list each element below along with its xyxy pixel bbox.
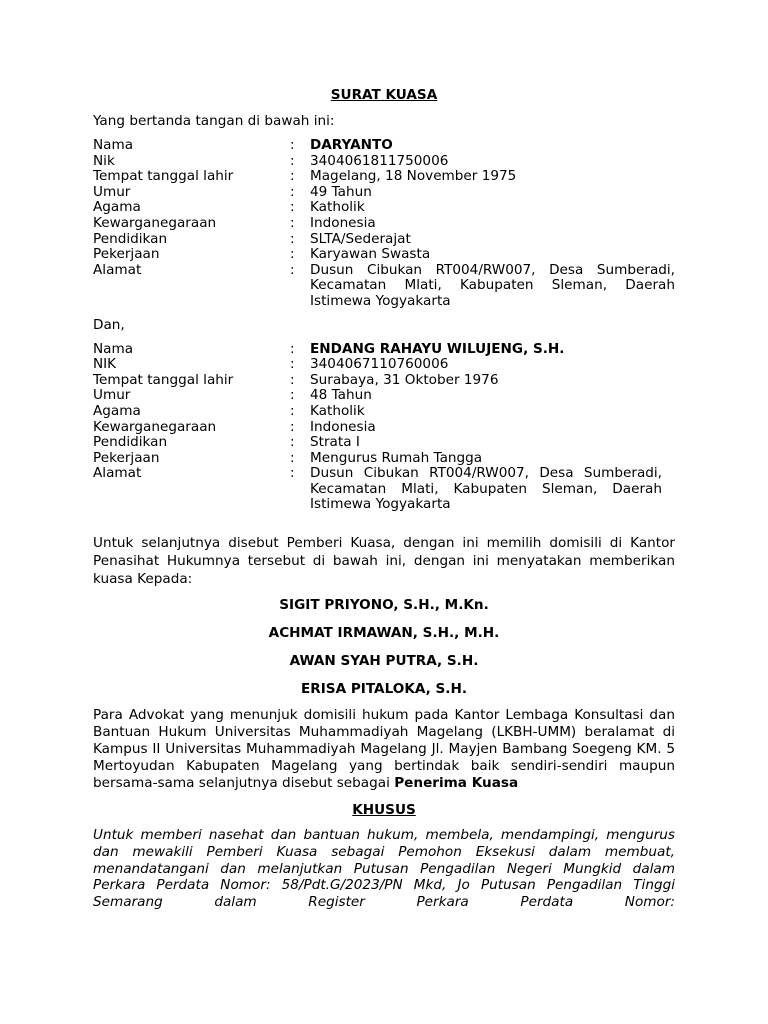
- person1-pendidikan-row: [93, 232, 675, 248]
- penerima-kuasa-term: Penerima Kuasa: [394, 774, 519, 791]
- person2-kewarganegaraan-value: Indonesia: [310, 418, 376, 435]
- field-colon: :: [290, 449, 295, 466]
- person2-kewarganegaraan-row: [93, 420, 662, 436]
- field-label: Pekerjaan: [93, 246, 160, 263]
- person2-ttl-value: Surabaya, 31 Oktober 1976: [310, 371, 499, 388]
- field-colon: :: [290, 356, 295, 373]
- person2-ttl-row: [93, 373, 662, 389]
- intro-text: Yang bertanda tangan di bawah ini:: [93, 113, 335, 129]
- field-colon: :: [290, 387, 295, 404]
- person1-ttl-value: Magelang, 18 November 1975: [310, 168, 517, 185]
- advokat-paragraph: [93, 707, 675, 791]
- advocate-name: AWAN SYAH PUTRA, S.H.: [289, 653, 479, 670]
- field-label: Nama: [93, 340, 134, 357]
- person2-pendidikan-row: [93, 435, 662, 451]
- person2-pendidikan-value: Strata I: [310, 434, 360, 451]
- person1-ttl-row: [93, 169, 675, 185]
- person2-alamat-value: Dusun Cibukan RT004/RW007, Desa Sumberadi, Kecamatan Mlati, Kabupaten Sleman, Daerah Istimewa Yogyakarta: [310, 465, 662, 513]
- field-colon: :: [290, 465, 295, 482]
- person1-kewarganegaraan-row: [93, 216, 675, 232]
- field-label: Alamat: [93, 465, 142, 482]
- field-label: Agama: [93, 199, 141, 216]
- connector-text: Dan,: [93, 316, 125, 333]
- person2-agama-value: Katholik: [310, 402, 365, 419]
- pemberi-kuasa-paragraph: Untuk selanjutnya disebut Pemberi Kuasa, dengan ini memilih domisili di Kantor Penasihat Hukumnya tersebut di bawah ini, dengan ini menyatakan memberikan kuasa Kepada:: [93, 535, 675, 587]
- field-label: Pendidikan: [93, 434, 168, 451]
- person2-nama-value: ENDANG RAHAYU WILUJENG, S.H.: [310, 340, 565, 357]
- field-colon: :: [290, 434, 295, 451]
- person2-umur-value: 48 Tahun: [310, 387, 372, 404]
- field-label: Pendidikan: [93, 230, 168, 247]
- person1-alamat-value: Dusun Cibukan RT004/RW007, Desa Sumberadi, Kecamatan Mlati, Kabupaten Sleman, Daerah Istimewa Yogyakarta: [310, 261, 675, 309]
- person1-agama-row: [93, 200, 675, 216]
- field-label: Kewarganegaraan: [93, 418, 217, 435]
- document-page: [93, 86, 675, 910]
- person1-alamat-row: [93, 263, 675, 310]
- person1-umur-row: [93, 185, 675, 201]
- person2-agama-row: [93, 404, 662, 420]
- advocate-name: SIGIT PRIYONO, S.H., M.Kn.: [279, 597, 489, 614]
- field-colon: :: [290, 340, 295, 357]
- person2-alamat-row: [93, 466, 662, 513]
- person1-pendidikan-value: SLTA/Sederajat: [310, 230, 411, 247]
- khusus-heading: KHUSUS: [352, 802, 416, 819]
- person1-pekerjaan-value: Karyawan Swasta: [310, 246, 431, 263]
- field-label: Umur: [93, 183, 131, 200]
- field-label: Umur: [93, 387, 131, 404]
- field-colon: :: [290, 137, 295, 153]
- person2-identity-table: [93, 342, 662, 514]
- field-colon: :: [290, 183, 295, 200]
- field-colon: :: [290, 371, 295, 388]
- person2-nama-row: [93, 342, 662, 358]
- person1-nama-row: [93, 138, 675, 154]
- person1-kewarganegaraan-value: Indonesia: [310, 214, 376, 231]
- field-label: Pekerjaan: [93, 449, 160, 466]
- person2-umur-row: [93, 388, 662, 404]
- advocate-name: ERISA PITALOKA, S.H.: [300, 681, 468, 698]
- field-colon: :: [290, 230, 295, 247]
- field-colon: :: [290, 152, 295, 169]
- person2-pekerjaan-value: Mengurus Rumah Tangga: [310, 449, 483, 466]
- field-colon: :: [290, 418, 295, 435]
- person1-nik-row: [93, 154, 675, 170]
- person1-nama-value: DARYANTO: [310, 137, 393, 153]
- field-label: Kewarganegaraan: [93, 214, 217, 231]
- advokat-paragraph-text: Para Advokat yang menunjuk domisili hukum pada Kantor Lembaga Konsultasi dan Bantuan Hukum Universitas Muhammadiyah Magelang (LKBH-UMM) beralamat di Kampus II Universitas Muhammadiyah Magelang Jl. Mayjen Bambang Soegeng KM. 5 Mertoyudan Kabupaten Magelang yang bertindak baik sendiri-sendiri maupun bersama-sama selanjutnya disebut sebagai: [93, 707, 675, 791]
- person2-nik-row: [93, 357, 662, 373]
- field-label: Tempat tanggal lahir: [93, 371, 234, 388]
- person2-nik-value: 3404067110760006: [310, 356, 449, 373]
- field-label: Nik: [93, 152, 115, 169]
- field-label: Agama: [93, 402, 141, 419]
- field-label: NIK: [93, 356, 117, 373]
- person1-umur-value: 49 Tahun: [310, 183, 372, 200]
- document-title: SURAT KUASA: [330, 87, 438, 103]
- field-colon: :: [290, 246, 295, 263]
- person1-identity-table: [93, 138, 675, 310]
- person1-agama-value: Katholik: [310, 199, 365, 216]
- person1-nik-value: 3404061811750006: [310, 152, 449, 169]
- field-colon: :: [290, 168, 295, 185]
- field-label: Tempat tanggal lahir: [93, 168, 234, 185]
- field-colon: :: [290, 402, 295, 419]
- person2-pekerjaan-row: [93, 451, 662, 467]
- field-label: Alamat: [93, 261, 142, 278]
- khusus-paragraph: Untuk memberi nasehat dan bantuan hukum, membela, mendampingi, mengurus dan mewakili Pemberi Kuasa sebagai Pemohon Eksekusi dalam membuat, menandatangani dan melanjutkan Putusan Pengadilan Negeri Mungkid dalam Perkara Perdata Nomor: 58/Pdt.G/2023/PN Mkd, Jo Putusan Pengadilan Tinggi Semarang dalam Register Perkara Perdata Nomor:: [93, 827, 675, 910]
- field-colon: :: [290, 199, 295, 216]
- advocate-name: ACHMAT IRMAWAN, S.H., M.H.: [268, 625, 500, 642]
- person1-pekerjaan-row: [93, 247, 675, 263]
- field-label: Nama: [93, 137, 134, 153]
- field-colon: :: [290, 261, 295, 278]
- field-colon: :: [290, 214, 295, 231]
